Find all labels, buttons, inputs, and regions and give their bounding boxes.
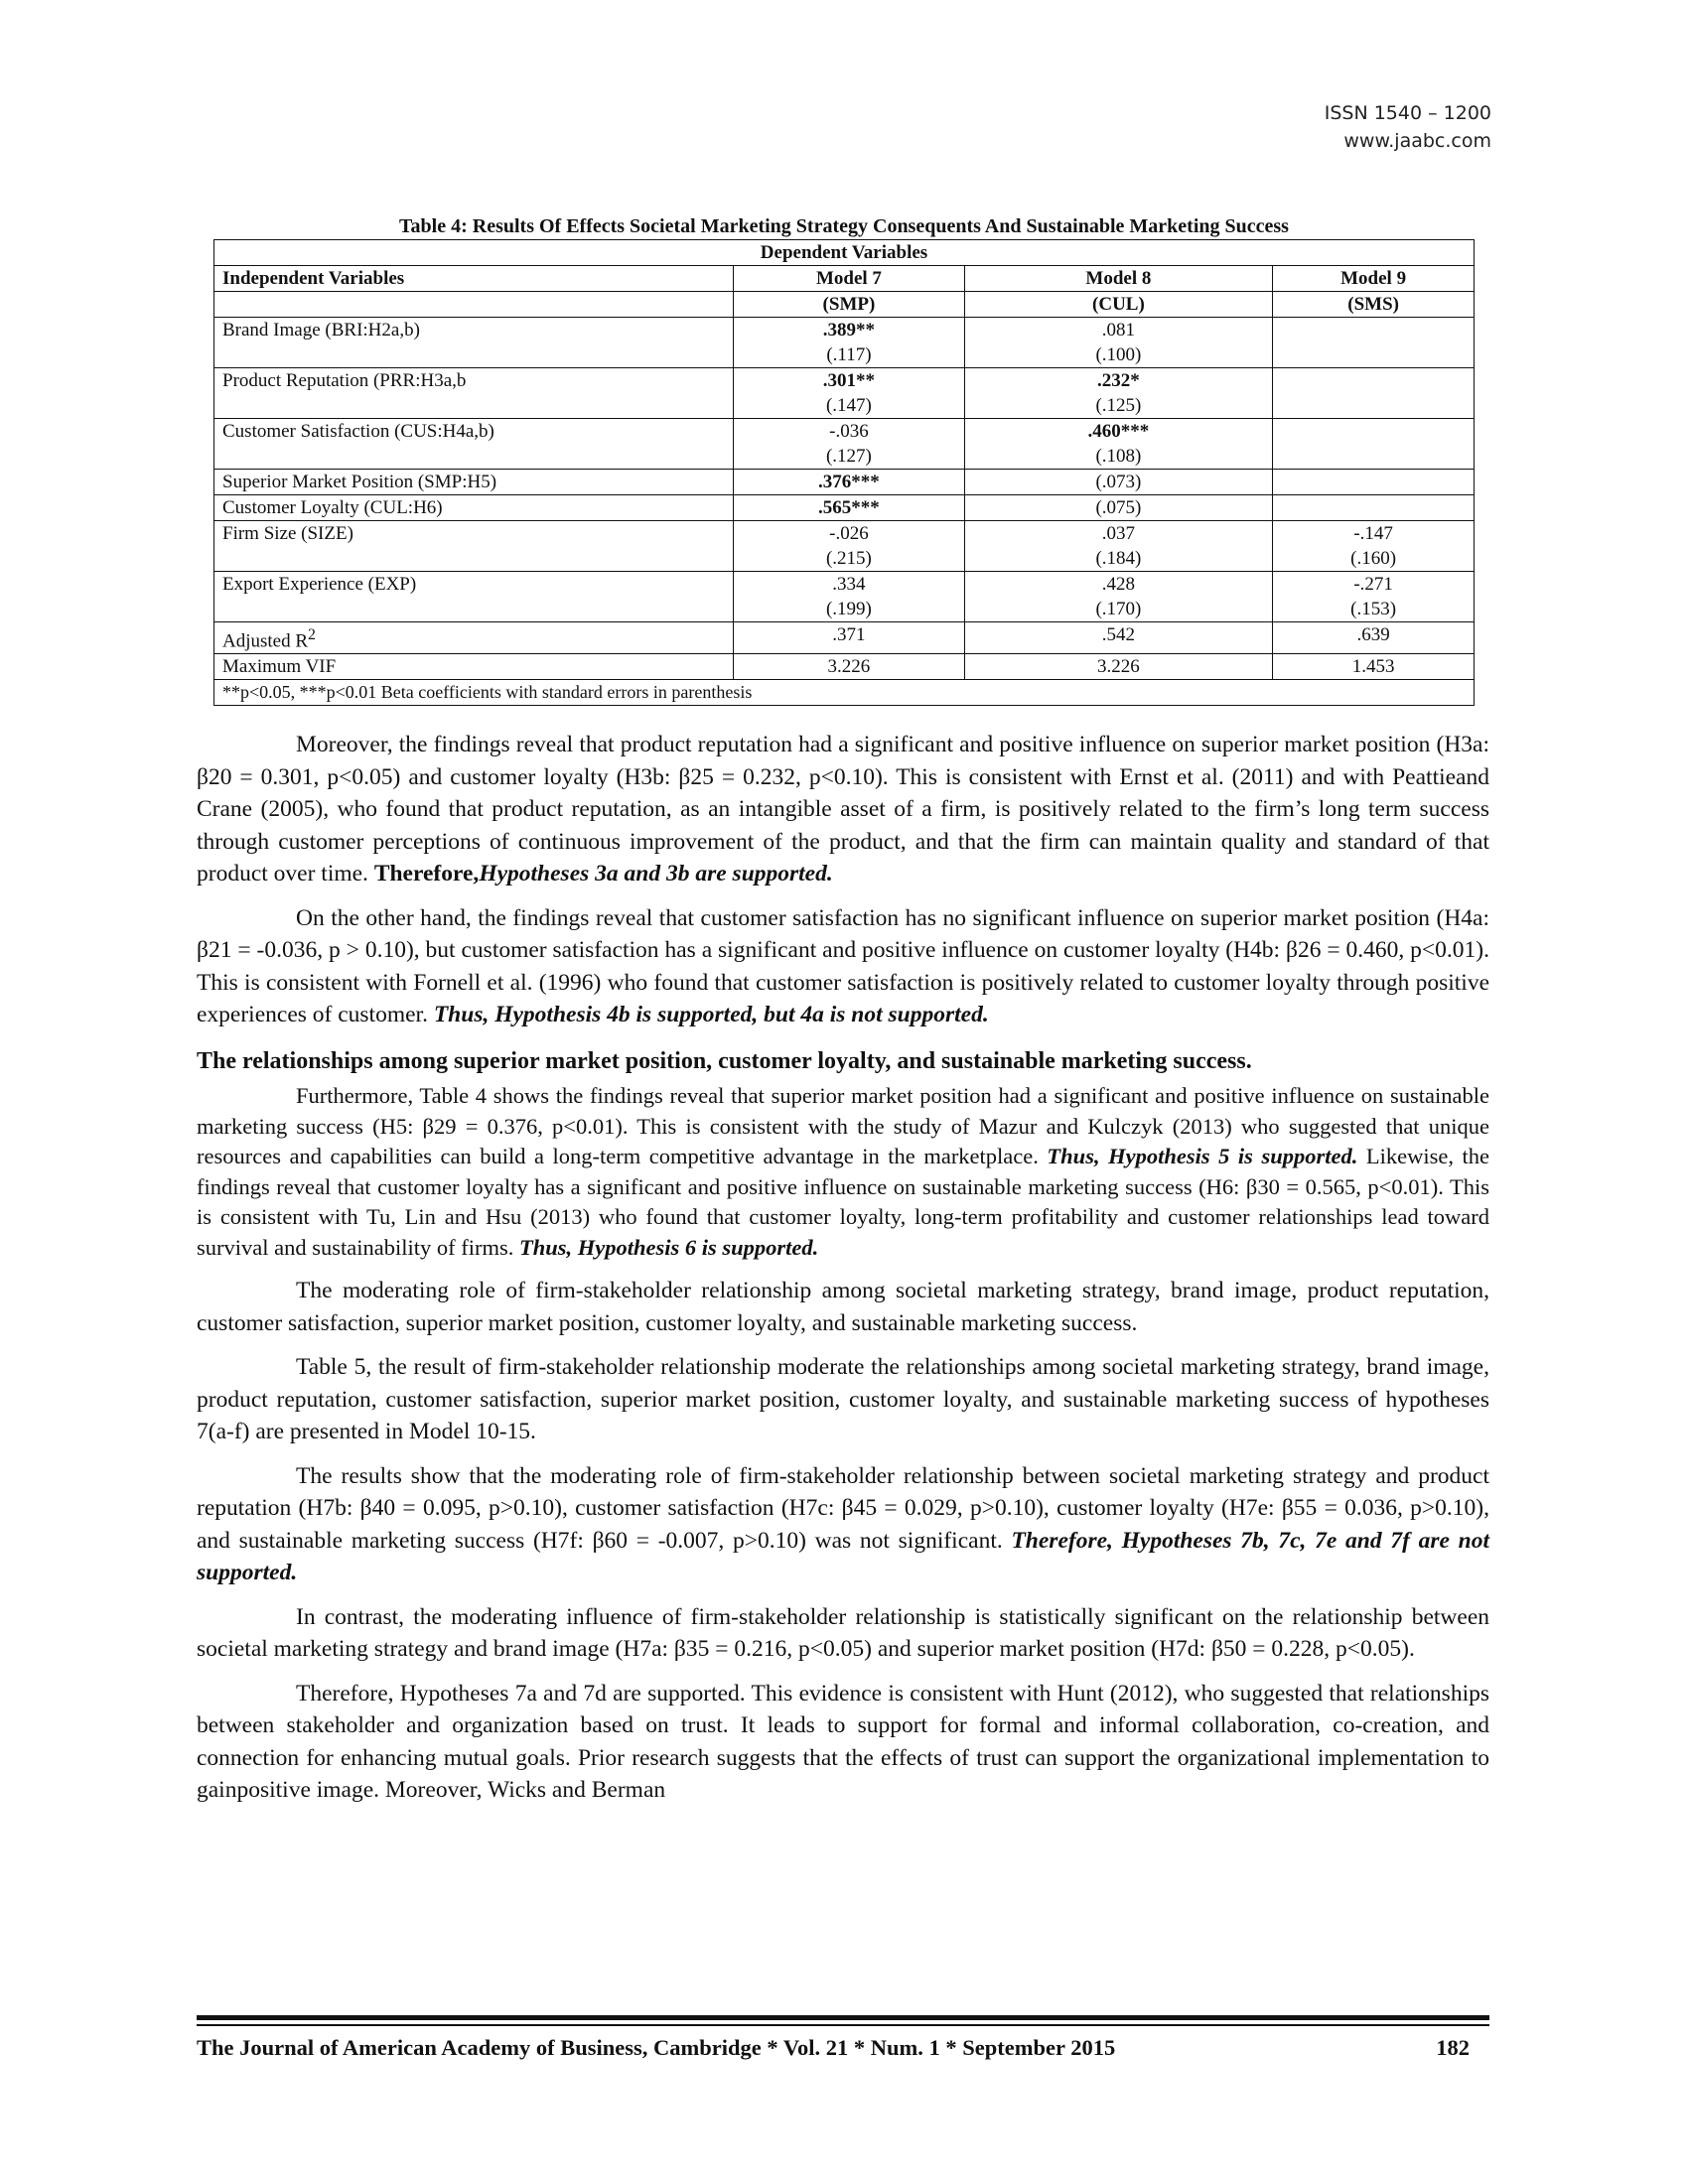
table-note: **p<0.05, ***p<0.01 Beta coefficients with standard errors in parenthesis (214, 680, 1475, 706)
model-8-code: (CUL) (964, 292, 1273, 318)
dependent-variables-header: Dependent Variables (214, 240, 1475, 266)
coef-cell: (.075) (964, 495, 1273, 521)
coef-cell: -.147 (.160) (1273, 521, 1475, 572)
empty-cell (214, 292, 734, 318)
journal-citation: The Journal of American Academy of Business, Cambridge * Vol. 21 * Num. 1 * September 2015 (197, 2035, 1116, 2060)
hypothesis-conclusion: Thus, Hypothesis 4b is supported, but 4a is not supported. (433, 1002, 989, 1027)
row-label: Firm Size (SIZE) (214, 521, 734, 572)
coef-cell: -.026 (.215) (734, 521, 964, 572)
table-row (214, 419, 1475, 470)
journal-website: www.jaabc.com (1343, 130, 1491, 152)
hypothesis-conclusion: Thus, Hypothesis 6 is supported. (518, 1234, 819, 1260)
hypothesis-conclusion: Hypotheses 3a and 3b are supported. (479, 861, 833, 887)
table-header-row (214, 266, 1475, 292)
table-row (214, 470, 1475, 495)
row-label: Export Experience (EXP) (214, 572, 734, 622)
paragraph: Therefore, Hypotheses 7a and 7d are supported. This evidence is consistent with Hunt (2012), who suggested that relationships between stakeholder and organization based on trust. It leads to support for formal and informal collaboration, co-creation, and connection for enhancing mutual goals. Prior research suggests that the effects of trust can support the organizational implementation to gainpositive image. Moreover, Wicks and Berman (197, 1680, 1489, 1803)
table-header-row (214, 240, 1475, 266)
coef-cell: .389** (.117) (734, 318, 964, 368)
model-7-header: Model 7 (734, 266, 964, 292)
paragraph: In contrast, the moderating influence of firm-stakeholder relationship is statistically significant on the relationship between societal marketing strategy and brand image (H7a: β35 = 0.216, p<0.05) and superior market position (H7d: β50 = 0.228, p<0.05). (197, 1603, 1489, 1662)
adj-r2-model-8: .542 (964, 622, 1273, 654)
row-label: Superior Market Position (SMP:H5) (214, 470, 734, 495)
row-label: Adjusted $R^2$ (214, 622, 734, 654)
table-row (214, 521, 1475, 572)
hypothesis-conclusion: Thus, Hypothesis 5 is supported. (1047, 1144, 1358, 1168)
results-table (213, 239, 1475, 706)
coef-cell: .460*** (.108) (964, 419, 1273, 470)
vif-model-7: 3.226 (734, 654, 964, 680)
section-heading: The relationships among superior market position, customer loyalty, and sustainable marketing success. (197, 1047, 1252, 1074)
paragraph: On the other hand, the findings reveal that customer satisfaction has no significant influence on superior market position (H4a: β21 = -0.036, p > 0.10), but customer satisfaction has a significant and positive influence on customer loyalty (H4b: β26 = 0.460, p<0.01). This is consistent with Fornell et al. (1996) who found that customer satisfaction is positively related to customer loyalty through positive experiences of customer. Thus, Hypothesis 4b is supported, but 4a is not supported. (197, 904, 1489, 1027)
table-header-row (214, 292, 1475, 318)
table-row (214, 495, 1475, 521)
page-footer (197, 2031, 1489, 2065)
model-9-header: Model 9 (1273, 266, 1475, 292)
model-9-code: (SMS) (1273, 292, 1475, 318)
independent-variables-header: Independent Variables (214, 266, 734, 292)
table-caption: Table 4: Results Of Effects Societal Marketing Strategy Consequents And Sustainable Marketing Success (399, 215, 1289, 237)
coef-cell: .334 (.199) (734, 572, 964, 622)
coef-cell: .037 (.184) (964, 521, 1273, 572)
paragraph: The results show that the moderating role of firm-stakeholder relationship between societal marketing strategy and product reputation (H7b: β40 = 0.095, p>0.10), customer satisfaction (H7c: β45 = 0.029, p>0.10), customer loyalty (H7e: β55 = 0.036, p>0.10), and sustainable marketing success (H7f: β60 = -0.007, p>0.10) was not significant. Therefore, Hypotheses 7b, 7c, 7e and 7f are not supported. (197, 1462, 1489, 1585)
vif-row (214, 654, 1475, 680)
row-label: Maximum VIF (214, 654, 734, 680)
coef-cell (1273, 368, 1475, 419)
adjusted-r2-row (214, 622, 1475, 654)
footer-rule (197, 2024, 1489, 2026)
coef-cell: .376*** (734, 470, 964, 495)
coef-cell: .428 (.170) (964, 572, 1273, 622)
footer-rule (197, 2015, 1489, 2020)
model-7-code: (SMP) (734, 292, 964, 318)
adj-r2-model-9: .639 (1273, 622, 1475, 654)
row-label: Customer Loyalty (CUL:H6) (214, 495, 734, 521)
adj-r2-model-7: .371 (734, 622, 964, 654)
table-note-row (214, 680, 1475, 706)
body-text (197, 729, 1489, 1819)
vif-model-9: 1.453 (1273, 654, 1475, 680)
issn-header (1325, 99, 1491, 155)
coef-cell: .232* (.125) (964, 368, 1273, 419)
hypothesis-conclusion: Therefore, Hypotheses 7b, 7c, 7e and 7f are not supported. (197, 1527, 1489, 1585)
coef-cell (1273, 495, 1475, 521)
issn-number: ISSN 1540 – 1200 (1324, 102, 1491, 124)
row-label: Product Reputation (PRR:H3a,b (214, 368, 734, 419)
table-row (214, 318, 1475, 368)
coef-cell: (.073) (964, 470, 1273, 495)
paragraph: Furthermore, Table 4 shows the findings reveal that superior market position had a significant and positive influence on sustainable marketing success (H5: β29 = 0.376, p<0.01). This is consistent with the study of Mazur and Kulczyk (2013) who suggested that unique resources and capabilities can build a long-term competitive advantage in the marketplace. Thus, Hypothesis 5 is supported. Likewise, the findings reveal that customer loyalty has a significant and positive influence on sustainable marketing success (H6: β30 = 0.565, p<0.01). This is consistent with Tu, Lin and Hsu (2013) who found that customer loyalty, long-term profitability and customer relationships lead toward survival and sustainability of firms. Thus, Hypothesis 6 is supported. (197, 1083, 1489, 1260)
row-label: Brand Image (BRI:H2a,b) (214, 318, 734, 368)
coef-cell (1273, 318, 1475, 368)
coef-cell: -.036 (.127) (734, 419, 964, 470)
coef-cell (1273, 470, 1475, 495)
coef-cell: .081 (.100) (964, 318, 1273, 368)
page-number: 182 (1436, 2035, 1470, 2060)
vif-model-8: 3.226 (964, 654, 1273, 680)
model-8-header: Model 8 (964, 266, 1273, 292)
coef-cell: .565*** (734, 495, 964, 521)
superscript-2: 2 (308, 626, 316, 643)
coef-cell (1273, 419, 1475, 470)
table-row (214, 368, 1475, 419)
paragraph: Moreover, the findings reveal that product reputation had a significant and positive influence on superior market position (H3a: β20 = 0.301, p<0.05) and customer loyalty (H3b: β25 = 0.232, p<0.10). This is consistent with Ernst et al. (2011) and with Peattieand Crane (2005), who found that product reputation, as an intangible asset of a firm, is positively related to the firm’s long term success through customer perceptions of continuous improvement of the product, and that the firm can maintain quality and standard of that product over time. Therefore,Hypotheses 3a and 3b are supported. (197, 732, 1489, 887)
coef-cell: .301** (.147) (734, 368, 964, 419)
paragraph: Table 5, the result of firm-stakeholder relationship moderate the relationships among societal marketing strategy, brand image, product reputation, customer satisfaction, superior market position, customer loyalty, and sustainable marketing success of hypotheses 7(a-f) are presented in Model 10-15. (197, 1354, 1489, 1444)
table-row (214, 572, 1475, 622)
paragraph: The moderating role of firm-stakeholder relationship among societal marketing strategy, brand image, product reputation, customer satisfaction, superior market position, customer loyalty, and sustainable marketing success. (197, 1278, 1489, 1336)
row-label: Customer Satisfaction (CUS:H4a,b) (214, 419, 734, 470)
coef-cell: -.271 (.153) (1273, 572, 1475, 622)
therefore-label: Therefore, (373, 861, 480, 887)
